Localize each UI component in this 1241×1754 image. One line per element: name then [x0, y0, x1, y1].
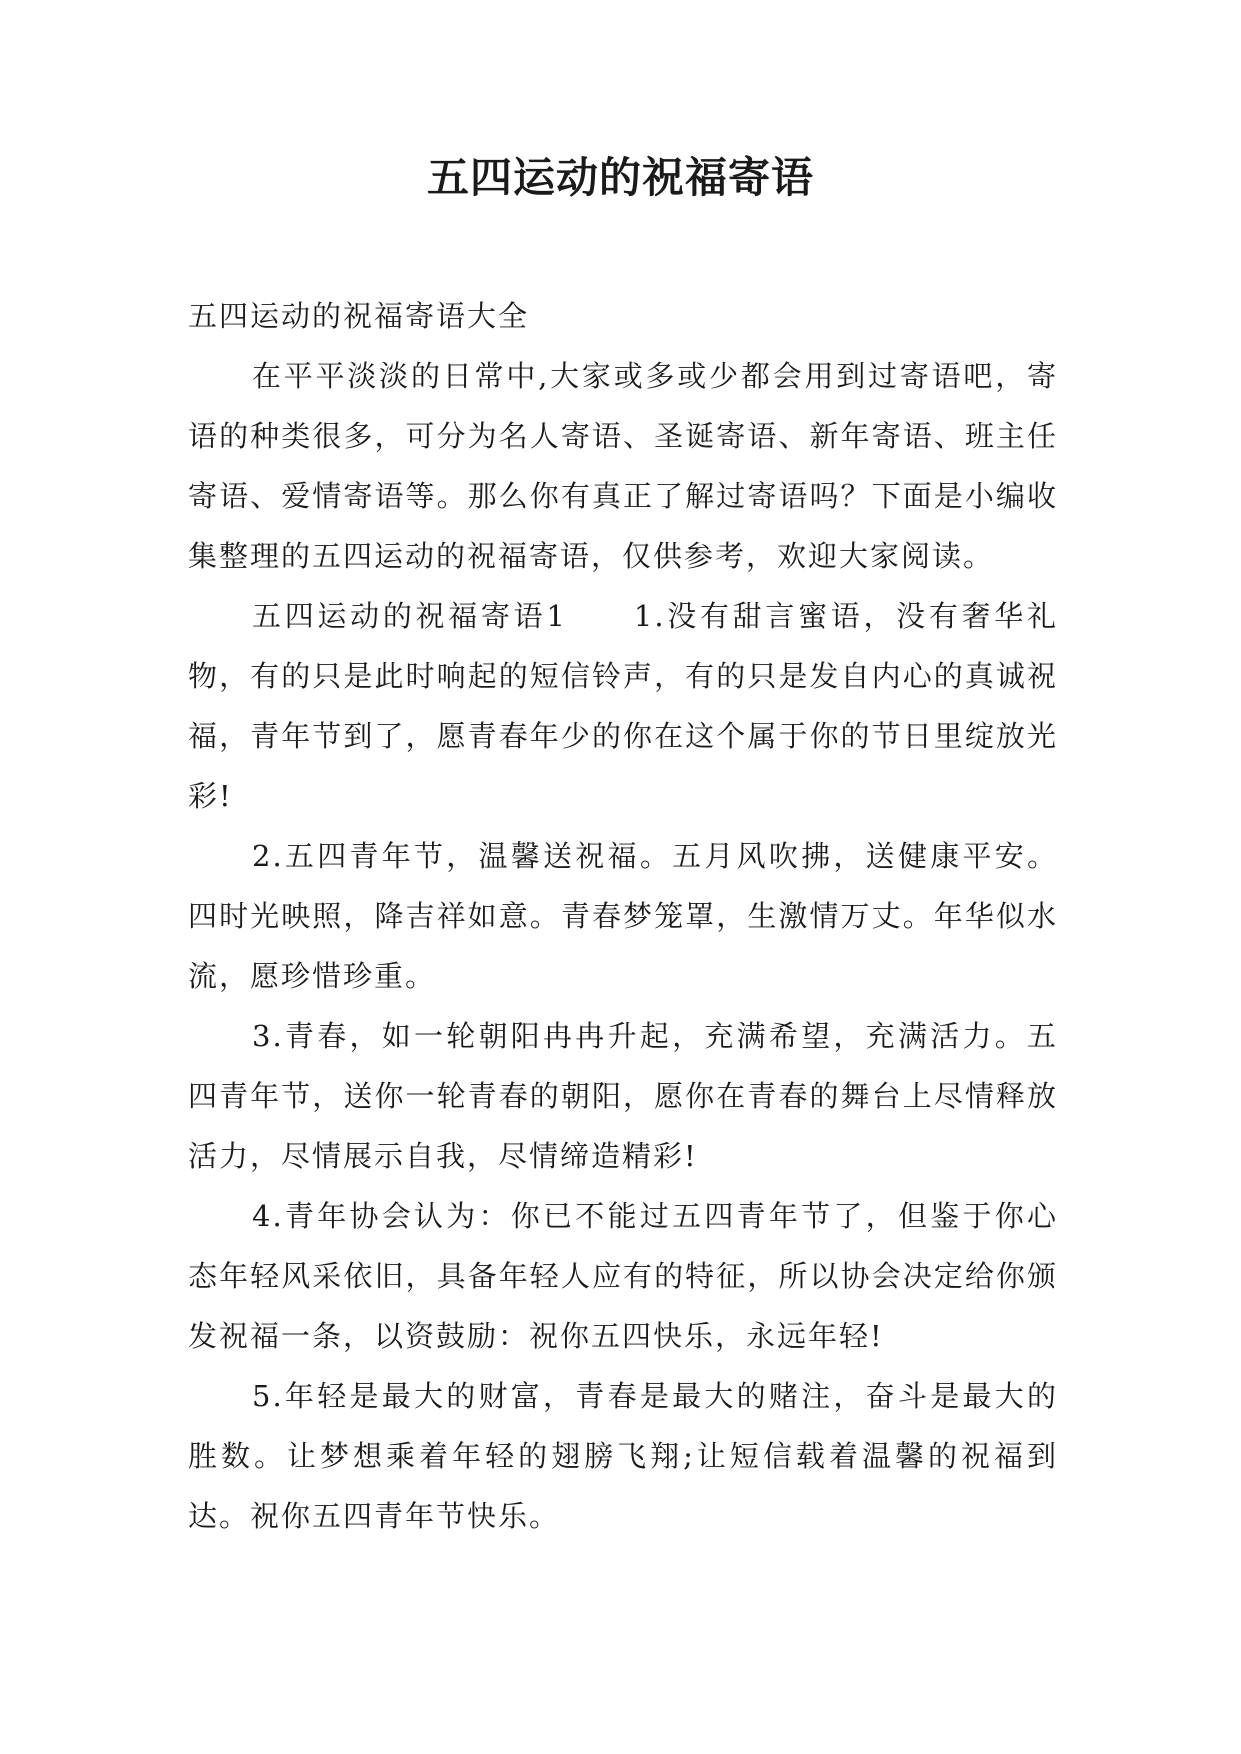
- blessing-paragraph-5: 5.年轻是最大的财富，青春是最大的赌注，奋斗是最大的胜数。让梦想乘着年轻的翅膀飞翔;让短信载着温馨的祝福到达。祝你五四青年节快乐。: [188, 1379, 1058, 1533]
- document-title: 五四运动的祝福寄语: [426, 153, 814, 202]
- document-subtitle: 五四运动的祝福寄语大全: [188, 299, 530, 333]
- blessing-paragraph-3: 3.青春，如一轮朝阳冉冉升起，充满希望，充满活力。五四青年节，送你一轮青春的朝阳，愿你在青春的舞台上尽情释放活力，尽情展示自我，尽情缔造精彩!: [188, 1019, 1058, 1173]
- blessing-paragraph-4: 4.青年协会认为：你已不能过五四青年节了，但鉴于你心态年轻风采依旧，具备年轻人应有的特征，所以协会决定给你颁发祝福一条，以资鼓励：祝你五四快乐，永远年轻!: [188, 1199, 1058, 1353]
- document-body: [188, 286, 1058, 1546]
- blessing-paragraph-2: 2.五四青年节，温馨送祝福。五月风吹拂，送健康平安。四时光映照，降吉祥如意。青春梦笼罩，生激情万丈。年华似水流，愿珍惜珍重。: [188, 839, 1058, 993]
- intro-paragraph: 在平平淡淡的日常中,大家或多或少都会用到过寄语吧，寄语的种类很多，可分为名人寄语、圣诞寄语、新年寄语、班主任寄语、爱情寄语等。那么你有真正了解过寄语吗？下面是小编收集整理的五四运动的祝福寄语，仅供参考，欢迎大家阅读。: [188, 359, 1058, 573]
- blessing-paragraph-1: 五四运动的祝福寄语1 1.没有甜言蜜语，没有奢华礼物，有的只是此时响起的短信铃声，有的只是发自内心的真诚祝福，青年节到了，愿青春年少的你在这个属于你的节日里绽放光彩!: [188, 599, 1058, 813]
